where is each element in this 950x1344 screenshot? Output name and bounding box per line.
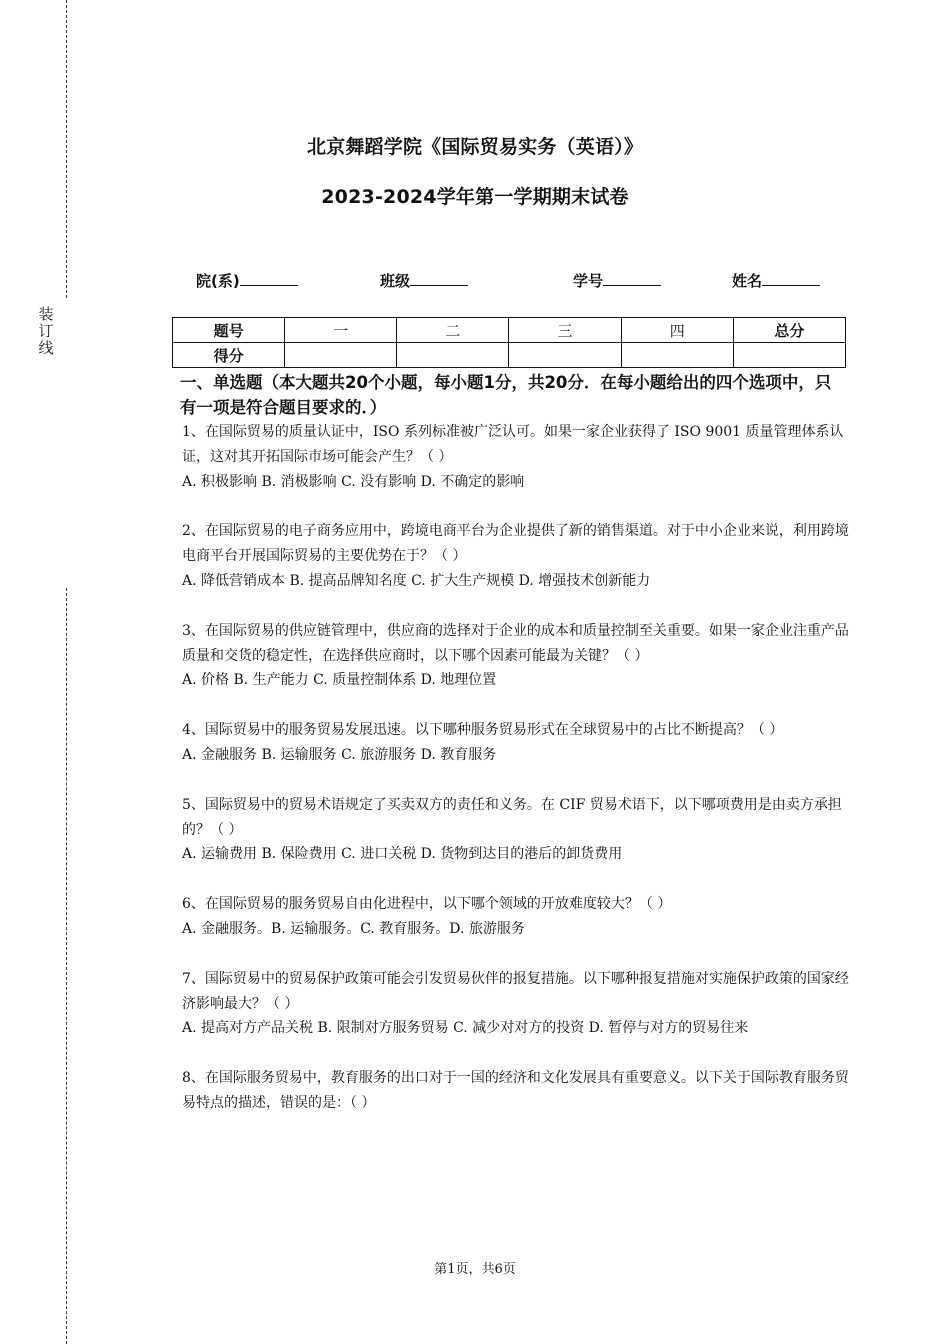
name-field[interactable] [732, 270, 820, 291]
student-info-row [0, 270, 950, 292]
question-item [182, 619, 850, 693]
class-label: 班级 [380, 272, 411, 290]
score-table-header-cell: 题号 [173, 318, 285, 343]
department-field[interactable] [196, 270, 298, 291]
question-stem: 6、在国际贸易的服务贸易自由化进程中，以下哪个领域的开放难度较大？（ ） [182, 896, 672, 913]
score-table-header-row [173, 318, 846, 343]
score-cell[interactable] [733, 343, 845, 368]
question-options: A. 提高对方产品关税 B. 限制对方服务贸易 C. 减少对对方的投资 D. 暂停与对方的贸易往来 [182, 1020, 749, 1037]
question-options: A. 金融服务。B. 运输服务。C. 教育服务。D. 旅游服务 [182, 920, 525, 937]
score-cell[interactable] [285, 343, 397, 368]
question-stem: 5、国际贸易中的贸易术语规定了买卖双方的责任和义务。在 CIF 贸易术语下，以下哪项费用是由卖方承担的？（ ） [182, 796, 842, 838]
score-cell[interactable] [397, 343, 509, 368]
question-options: A. 价格 B. 生产能力 C. 质量控制体系 D. 地理位置 [182, 672, 497, 689]
binding-label-char: 订 [38, 322, 54, 340]
section-heading: 一、单选题（本大题共20个小题，每小题1分，共20分．在每小题给出的四个选项中，只有一项是符合题目要求的．） [180, 373, 832, 417]
score-table-score-row [173, 343, 846, 368]
question-item [182, 1066, 850, 1116]
question-item [182, 718, 850, 768]
question-options: A. 运输费用 B. 保险费用 C. 进口关税 D. 货物到达目的港后的卸货费用 [182, 846, 623, 863]
score-table-header-cell: 二 [397, 318, 509, 343]
student-id-label: 学号 [573, 272, 604, 290]
question-item [182, 420, 850, 494]
binding-line-label [38, 306, 54, 357]
exam-title: 北京舞蹈学院《国际贸易实务（英语）》 [306, 136, 644, 158]
exam-subtitle: 2023-2024学年第一学期期末试卷 [321, 186, 629, 208]
question-options: A. 金融服务 B. 运输服务 C. 旅游服务 D. 教育服务 [182, 746, 497, 763]
page-number: 第1页，共6页 [434, 1262, 516, 1277]
question-stem: 3、在国际贸易的供应链管理中，供应商的选择对于企业的成本和质量控制至关重要。如果一家企业注重产品质量和交货的稳定性，在选择供应商时，以下哪个因素可能最为关键？（ ） [182, 622, 849, 664]
department-blank[interactable] [240, 270, 298, 286]
question-stem: 4、国际贸易中的服务贸易发展迅速。以下哪种服务贸易形式在全球贸易中的占比不断提高？（ ） [182, 722, 784, 739]
binding-label-char: 线 [38, 339, 54, 357]
name-label: 姓名 [732, 272, 763, 290]
question-item [182, 967, 850, 1041]
score-table-header-cell: 一 [285, 318, 397, 343]
question-stem: 7、国际贸易中的贸易保护政策可能会引发贸易伙伴的报复措施。以下哪种报复措施对实施保护政策的国家经济影响最大？（ ） [182, 970, 849, 1012]
score-table-header-cell: 三 [509, 318, 621, 343]
question-item [182, 519, 850, 593]
name-blank[interactable] [762, 270, 820, 286]
question-stem: 8、在国际服务贸易中，教育服务的出口对于一国的经济和文化发展具有重要意义。以下关于国际教育服务贸易特点的描述，错误的是：（ ） [182, 1070, 849, 1111]
question-item [182, 892, 850, 942]
question-item [182, 793, 850, 867]
department-label: 院(系) [196, 272, 240, 290]
question-options: A. 积极影响 B. 消极影响 C. 没有影响 D. 不确定的影响 [182, 473, 525, 490]
score-row-label: 得分 [173, 343, 285, 368]
student-id-field[interactable] [573, 270, 661, 291]
score-table [172, 317, 846, 368]
score-cell[interactable] [621, 343, 733, 368]
question-stem: 2、在国际贸易的电子商务应用中，跨境电商平台为企业提供了新的销售渠道。对于中小企业来说，利用跨境电商平台开展国际贸易的主要优势在于？（ ） [182, 523, 849, 565]
binding-label-char: 装 [38, 305, 54, 323]
class-field[interactable] [380, 270, 468, 291]
score-table-header-cell: 四 [621, 318, 733, 343]
binding-line-bottom [66, 588, 67, 1344]
question-list [182, 420, 850, 1141]
class-blank[interactable] [410, 270, 468, 286]
score-cell[interactable] [509, 343, 621, 368]
student-id-blank[interactable] [603, 270, 661, 286]
question-stem: 1、在国际贸易的质量认证中，ISO 系列标准被广泛认可。如果一家企业获得了 ISO 9001 质量管理体系认证，这对其开拓国际市场可能会产生？（ ） [182, 424, 844, 465]
score-table-header-cell: 总分 [733, 318, 845, 343]
question-options: A. 降低营销成本 B. 提高品牌知名度 C. 扩大生产规模 D. 增强技术创新能力 [182, 572, 651, 589]
